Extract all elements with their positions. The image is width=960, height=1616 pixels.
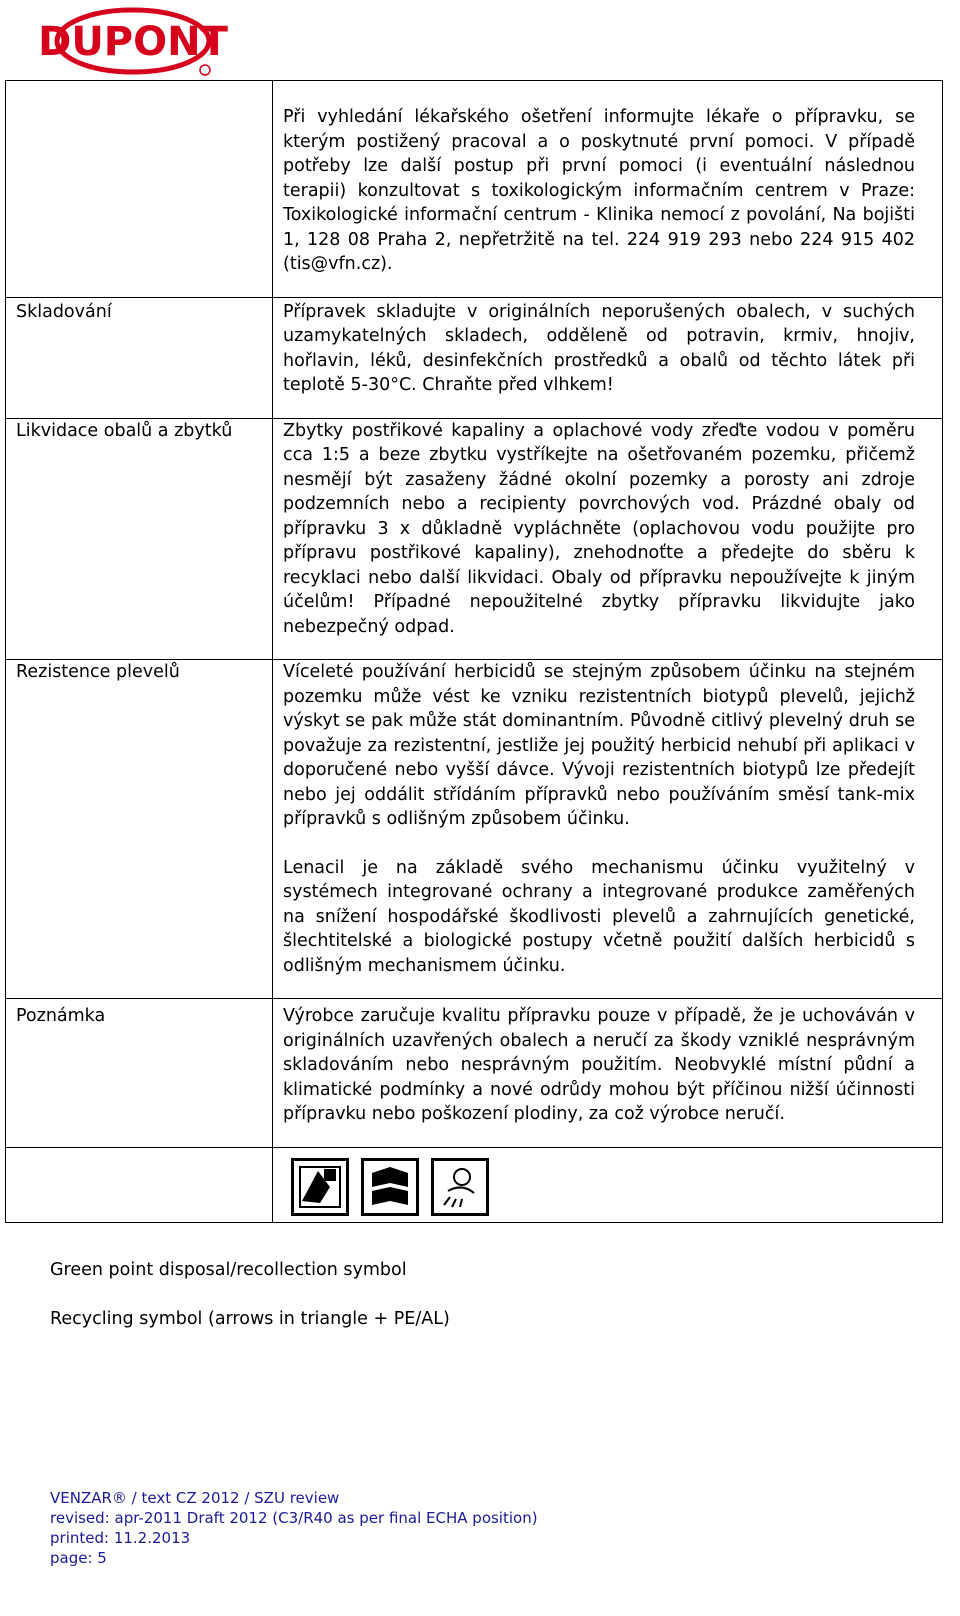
table-row xyxy=(6,418,943,660)
row-label: Likvidace obalů a zbytků xyxy=(6,418,273,660)
paragraph: Přípravek skladujte v originálních neporušených obalech, v suchých uzamykatelných skladech, odděleně od potravin, krmiv, hnojiv, hořlavin, léků, desinfekčních prostředků a obalů od těchto látek při teplotě 5-30°C. Chraňte před vlhkem! xyxy=(283,301,915,395)
row-content xyxy=(273,999,943,1148)
recycling-text: Recycling symbol (arrows in triangle + PE/AL) xyxy=(50,1309,450,1329)
green-point-text: Green point disposal/recollection symbol xyxy=(50,1260,407,1280)
row-label: Rezistence plevelů xyxy=(6,660,273,999)
dupont-logo xyxy=(38,8,228,78)
pictogram-cell xyxy=(273,1147,943,1222)
row-label: Skladování xyxy=(6,297,273,418)
footer-line: revised: apr-2011 Draft 2012 (C3/R40 as per final ECHA position) xyxy=(50,1509,538,1527)
info-table xyxy=(5,80,943,1223)
protective-clothing-icon xyxy=(291,1158,349,1216)
paragraph: Při vyhledání lékařského ošetření informujte lékaře o přípravku, se kterým postižený pracoval a o poskytnuté první pomoci. V případě potřeby lze další postup při první pomoci (i eventuální následnou terapii) konzultovat s toxikologickým informačním centrem v Praze: Toxikologické informační centrum - Klinika nemocí z povolání, Na bojišti 1, 128 08 Praha 2, nepřetržitě na tel. 224 919 293 nebo 224 915 402 (tis@vfn.cz). xyxy=(283,107,915,274)
footer-line: VENZAR® / text CZ 2012 / SZU review xyxy=(50,1489,340,1507)
table-row xyxy=(6,999,943,1148)
footer-line: printed: 11.2.2013 xyxy=(50,1529,191,1547)
row-label: Poznámka xyxy=(6,999,273,1148)
logo-text: DUPONT xyxy=(38,19,228,65)
paragraph: Víceleté používání herbicidů se stejným způsobem účinku na stejném pozemku může vést ke vzniku rezistentních biotypů plevelů, jejichž výskyt se pak může stát dominantním. Původně citlivý plevelný druh se považuje za rezistentní, jestliže jej použitý herbicid nehubí při aplikaci v doporučené nebo vyšší dávce. Vývoji rezistentních biotypů lze předejít nebo jej oddálit střídáním přípravků nebo používáním směsí tank-mix přípravků s odlišným způsobem účinku. xyxy=(283,662,915,829)
paragraph: Výrobce zaručuje kvalitu přípravku pouze v případě, že je uchováván v originálních uzavřených obalech a neručí za škody vzniklé nesprávným skladováním nebo nesprávným použitím. Neobvyklé místní půdní a klimatické podmínky a nové odrůdy mohou být příčinou nižší účinnosti přípravku nebo poškození plodiny, za což výrobce neručí. xyxy=(283,1006,915,1124)
row-content xyxy=(273,81,943,298)
paragraph: Zbytky postřikové kapaliny a oplachové vody zřeďte vodou v poměru cca 1:5 a beze zbytku vystříkejte na ošetřovaném pozemku, přičemž nesmějí být zasaženy žádné okolní pozemky a porosty ani zdroje podzemních nebo a recipienty povrchových vod. Prázdné obaly od přípravku 3 x důkladně vypláchněte (oplachovou vodu použijte pro přípravu postřikové kapaliny), znehodnoťte a předejte do sběru k recyklaci nebo další likvidaci. Obaly od přípravku nepoužívejte k jiným účelům! Případné nepoužitelné zbytky přípravku likvidujte jako nebezpečný odpad. xyxy=(283,420,915,637)
pictogram-row xyxy=(6,1147,943,1222)
row-label xyxy=(6,81,273,298)
paragraph: Lenacil je na základě svého mechanismu účinku využitelný v systémech integrované ochrany a integrované produkce zaměřených na snížení hospodářské škodlivosti plevelů a zahrnujících genetické, šlechtitelské a biologické postupy včetně použití dalších herbicidů s odlišným mechanismem účinku. xyxy=(283,857,915,976)
table-row xyxy=(6,660,943,999)
footer-line: page: 5 xyxy=(50,1549,107,1567)
table-row xyxy=(6,297,943,418)
footer xyxy=(50,1488,538,1568)
row-content xyxy=(273,297,943,418)
pictogram-label-cell xyxy=(6,1147,273,1222)
row-content xyxy=(273,660,943,999)
wash-hands-icon xyxy=(431,1158,489,1216)
table-row xyxy=(6,81,943,298)
gloves-icon xyxy=(361,1158,419,1216)
row-content xyxy=(273,418,943,660)
